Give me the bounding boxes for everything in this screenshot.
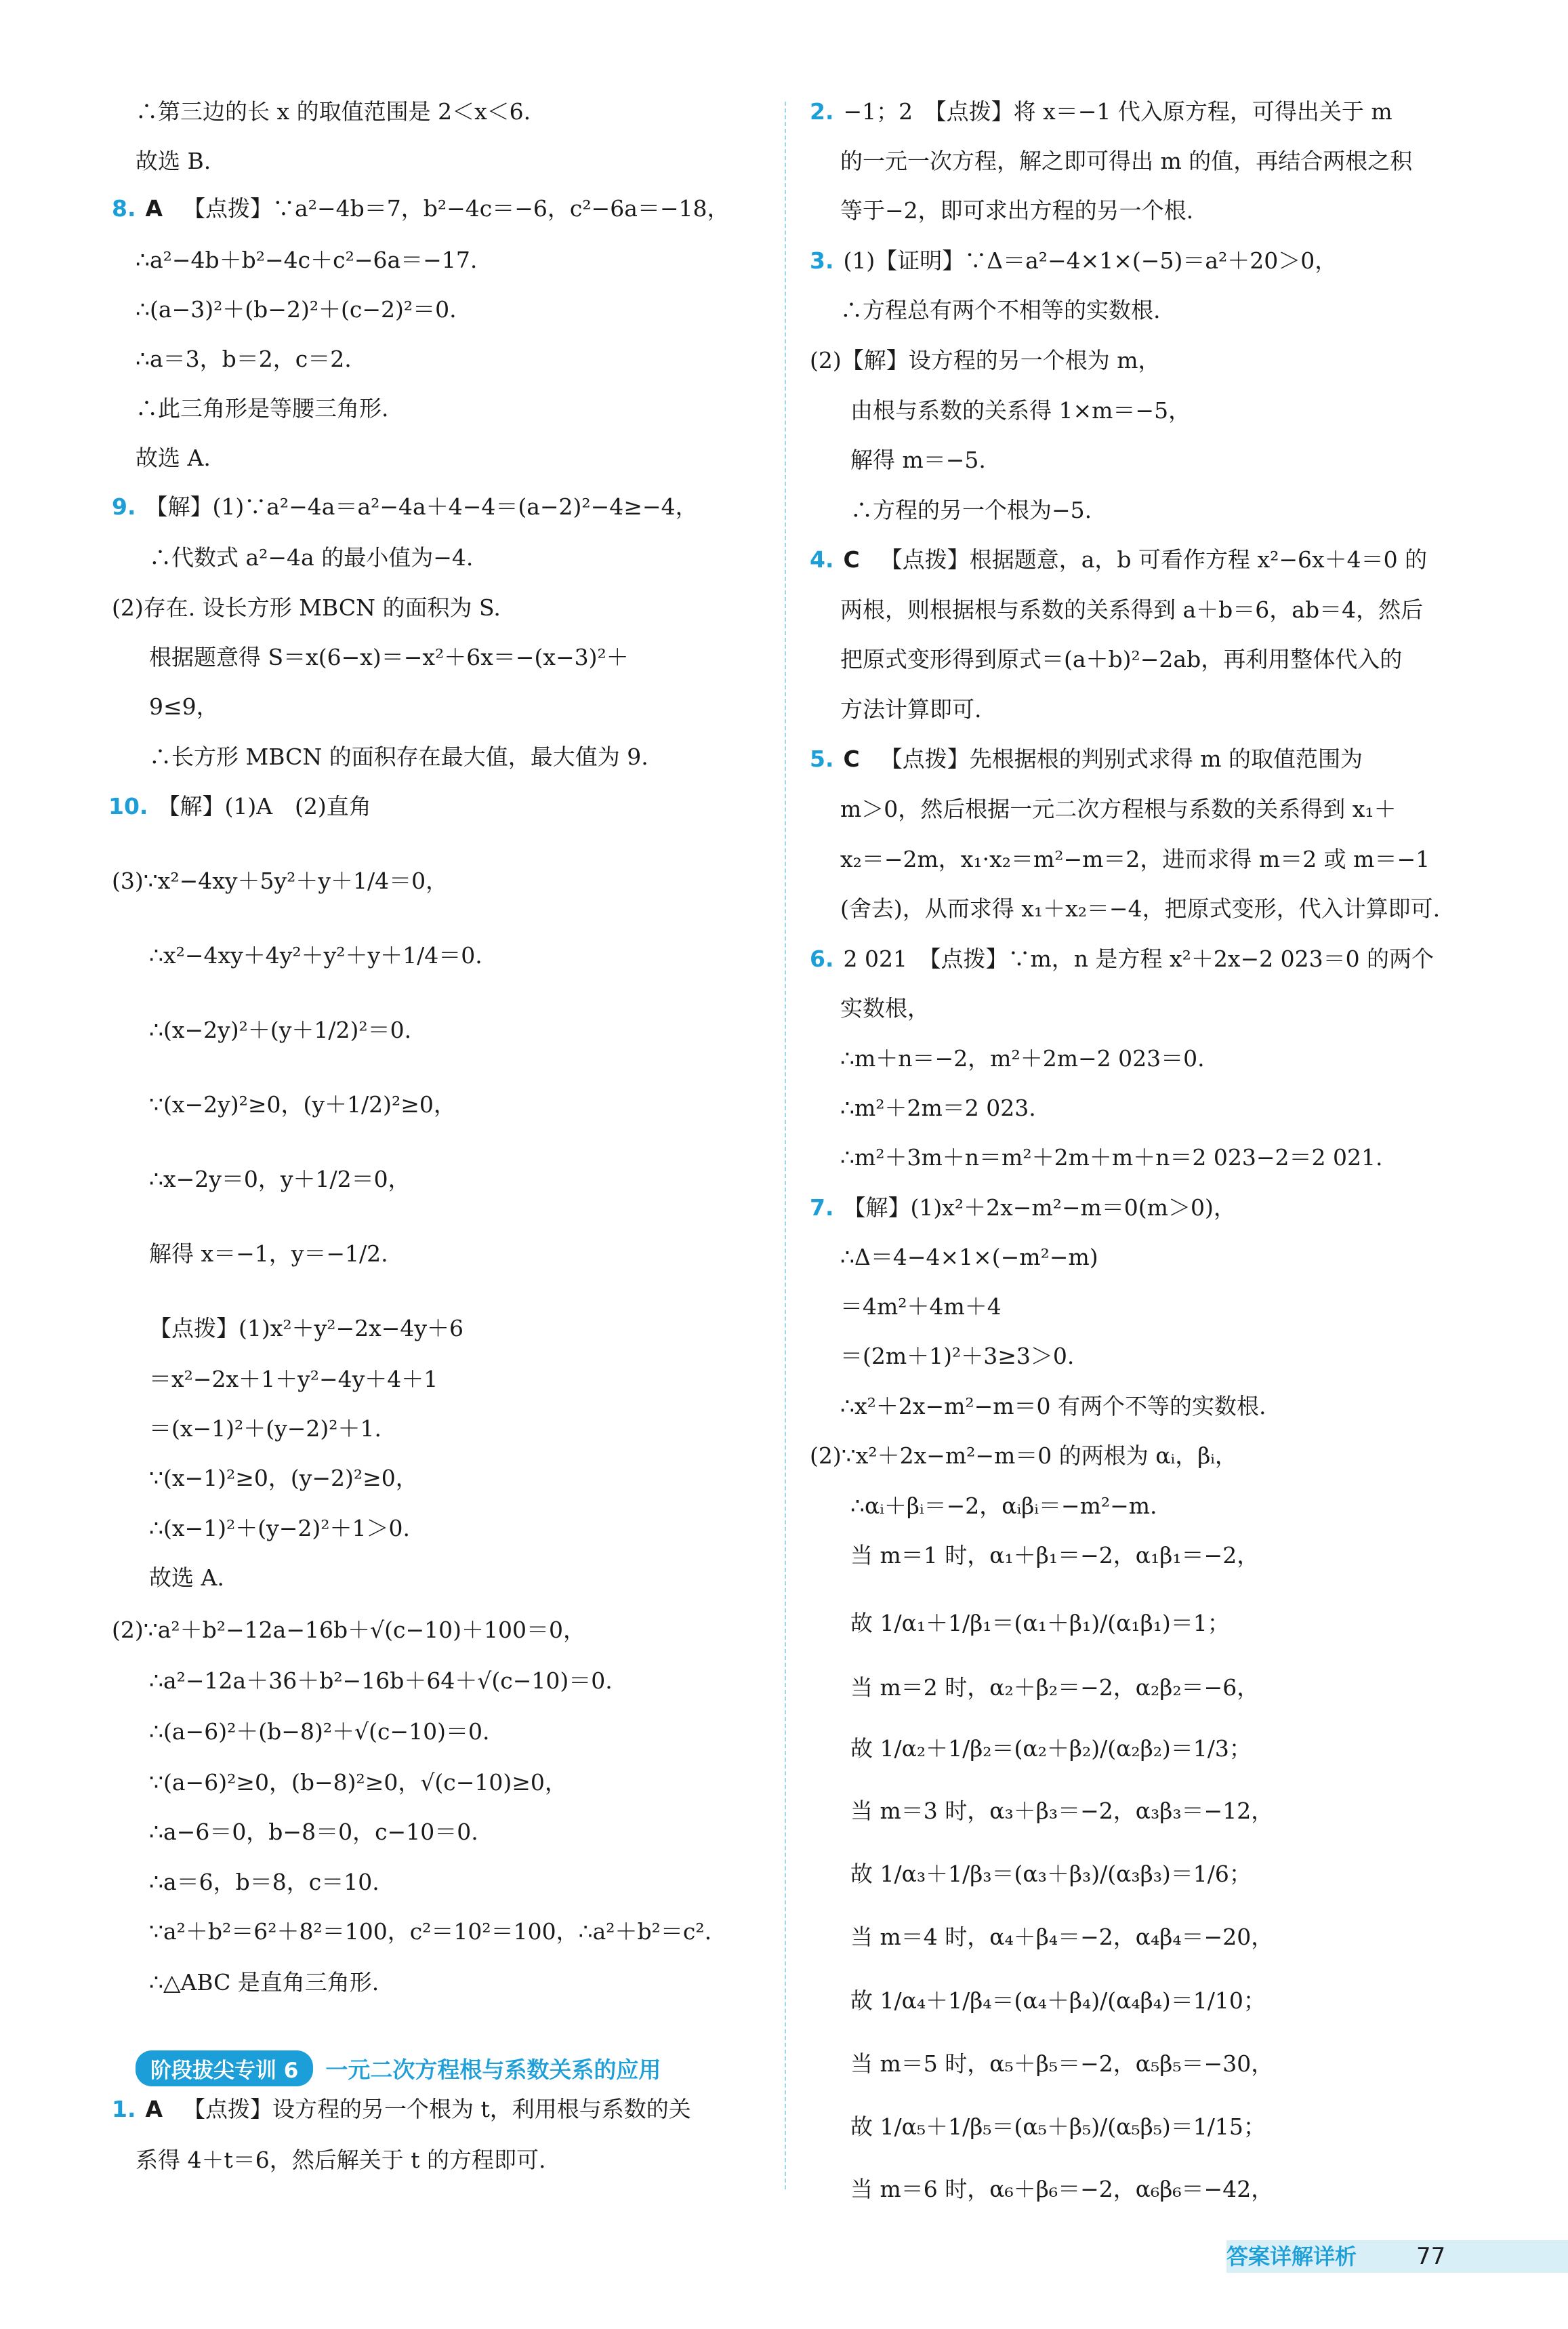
- answer-line: [112, 1615, 585, 1645]
- line-text: ＝(x−1)²＋(y−2)²＋1.: [149, 1415, 381, 1442]
- answer-line: [149, 1239, 388, 1269]
- answer-line: [112, 2094, 691, 2124]
- line-text: 故 1/α₂＋1/β₂＝(α₂＋β₂)/(α₂β₂)＝1/3；: [850, 1735, 1252, 1762]
- line-text: 当 m＝6 时，α₆＋β₆＝−2，α₆β₆＝−42，: [850, 2176, 1274, 2202]
- answer-line: [112, 492, 698, 522]
- line-text: 故选 A.: [136, 445, 211, 471]
- line-text: 解得 m＝−5.: [850, 447, 986, 473]
- line-text: ∴a＝3，b＝2，c＝2.: [136, 346, 352, 372]
- answer-line: [149, 1768, 567, 1798]
- answer-line: [112, 866, 448, 896]
- answer-line: [149, 1090, 456, 1120]
- answer-line: [136, 2145, 545, 2175]
- answer-line: [136, 146, 211, 176]
- question-number: 3.: [810, 247, 834, 274]
- line-text: (2)∵a²＋b²−12a−16b＋√(c−10)＋100＝0，: [112, 1617, 585, 1643]
- line-text: ∴(x−1)²＋(y−2)²＋1＞0.: [149, 1515, 410, 1541]
- line-text: ∴αᵢ＋βᵢ＝−2，αᵢβᵢ＝−m²−m.: [850, 1493, 1157, 1519]
- answer-line: [149, 1314, 463, 1343]
- answer-line: [136, 97, 531, 127]
- line-text: 当 m＝3 时，α₃＋β₃＝−2，α₃β₃＝−12，: [850, 1798, 1274, 1824]
- line-text: 当 m＝5 时，α₅＋β₅＝−2，α₅β₅＝−30，: [850, 2050, 1274, 2077]
- line-text: 当 m＝4 时，α₄＋β₄＝−2，α₄β₄＝−20，: [850, 1924, 1274, 1950]
- line-text: 系得 4＋t＝6，然后解关于 t 的方程即可.: [136, 2147, 546, 2173]
- answer-line: [840, 994, 930, 1024]
- answer-choice: A: [145, 2096, 163, 2122]
- section-label: 阶段拔尖专训 6: [136, 2050, 313, 2086]
- answer-line: [840, 595, 1423, 625]
- line-text: ∵(a−6)²≥0，(b−8)²≥0，√(c−10)≥0，: [149, 1769, 567, 1796]
- answer-line: [850, 1734, 1252, 1764]
- line-text: (2)【解】设方程的另一个根为 m，: [810, 347, 1161, 373]
- line-text: 故选 B.: [136, 148, 211, 174]
- line-text: x₂＝−2m，x₁·x₂＝m²−m＝2，进而求得 m＝2 或 m＝−1: [840, 846, 1430, 872]
- answer-line: [840, 1392, 1266, 1421]
- line-text: ∴方程总有两个不相等的实数根.: [840, 297, 1161, 323]
- question-number: 9.: [112, 493, 136, 520]
- answer-line: [840, 1292, 1002, 1322]
- line-text: m＞0，然后根据一元二次方程根与系数的关系得到 x₁＋: [840, 796, 1397, 822]
- line-text: ∴m²＋2m＝2 023.: [840, 1095, 1036, 1121]
- line-text: ∴a＝6，b＝8，c＝10.: [149, 1869, 379, 1895]
- question-number: 7.: [810, 1194, 834, 1221]
- line-text: ∴(a−6)²＋(b−8)²＋√(c−10)＝0.: [149, 1718, 490, 1745]
- answer-line: [136, 394, 389, 424]
- line-text: ∴x²−4xy＋4y²＋y²＋y＋1/4＝0.: [149, 942, 482, 969]
- line-text: (1)【证明】∵Δ＝a²−4×1×(−5)＝a²＋20＞0，: [843, 247, 1338, 274]
- line-text: 【点拨】根据题意，a，b 可看作方程 x²−6x＋4＝0 的: [880, 546, 1428, 573]
- answer-line: [850, 1922, 1273, 1952]
- line-text: ∴此三角形是等腰三角形.: [136, 395, 389, 422]
- answer-choice: A: [145, 195, 163, 222]
- answer-line: [108, 792, 371, 822]
- answer-line: [840, 1044, 1205, 1074]
- question-number: 6.: [810, 946, 834, 972]
- line-text: 【解】(1)A (2)直角: [157, 793, 371, 819]
- line-text: 的一元一次方程，解之即可得出 m 的值，再结合两根之积: [840, 148, 1413, 174]
- answer-line: [149, 742, 648, 772]
- answer-line: [810, 346, 1161, 376]
- answer-line: [149, 1817, 478, 1847]
- line-text: 解得 x＝−1，y＝−1/2.: [149, 1240, 388, 1267]
- answer-line: [850, 396, 1191, 426]
- answer-line: [810, 97, 1392, 127]
- column-divider: [785, 102, 786, 2189]
- answer-line: [850, 2174, 1273, 2204]
- answer-line: [136, 295, 457, 325]
- answer-line: [810, 545, 1427, 575]
- line-text: 等于−2，即可求出方程的另一个根.: [840, 197, 1194, 224]
- question-number: 10.: [108, 793, 148, 819]
- line-text: ∴Δ＝4−4×1×(−m²−m): [840, 1244, 1098, 1270]
- line-text: ＝(2m＋1)²＋3≥3＞0.: [840, 1343, 1075, 1369]
- answer-line: [850, 1608, 1230, 1638]
- question-number: 2.: [810, 98, 834, 125]
- line-text: 【点拨】(1)x²＋y²−2x−4y＋6: [149, 1315, 463, 1341]
- answer-line: [149, 1917, 711, 1947]
- answer-choice: C: [843, 546, 860, 573]
- line-text: ∴a²−12a＋36＋b²−16b＋64＋√(c−10)＝0.: [149, 1667, 613, 1694]
- answer-line: [840, 794, 1397, 824]
- line-text: ∴a−6＝0，b−8＝0，c−10＝0.: [149, 1819, 478, 1845]
- line-text: ∴x²＋2x−m²−m＝0 有两个不等的实数根.: [840, 1393, 1266, 1419]
- answer-line: [810, 1193, 1236, 1223]
- line-text: ∴长方形 MBCN 的面积存在最大值，最大值为 9.: [149, 744, 648, 770]
- answer-line: [840, 645, 1402, 674]
- line-text: 故 1/α₃＋1/β₃＝(α₃＋β₃)/(α₃β₃)＝1/6；: [850, 1861, 1252, 1887]
- question-number: 8.: [112, 195, 136, 222]
- answer-line: [850, 1673, 1259, 1703]
- line-text: ∴△ABC 是直角三角形.: [149, 1969, 379, 1996]
- question-number: 4.: [810, 546, 834, 573]
- answer-line: [149, 1563, 224, 1593]
- answer-line: [850, 2049, 1273, 2079]
- answer-line: [840, 695, 982, 725]
- line-text: 把原式变形得到原式＝(a＋b)²−2ab，再利用整体代入的: [840, 646, 1403, 672]
- line-text: 故选 A.: [149, 1564, 224, 1591]
- line-text: ∵(x−1)²≥0，(y−2)²≥0，: [149, 1465, 418, 1491]
- answer-line: [149, 1463, 418, 1493]
- line-text: ∴第三边的长 x 的取值范围是 2＜x＜6.: [136, 98, 531, 125]
- line-text: 当 m＝1 时，α₁＋β₁＝−2，α₁β₁＝−2，: [850, 1542, 1260, 1568]
- answer-line: [840, 296, 1161, 325]
- answer-line: [840, 894, 1440, 924]
- answer-line: [149, 643, 629, 672]
- line-text: (2)存在. 设长方形 MBCN 的面积为 S.: [112, 594, 501, 621]
- answer-line: [810, 246, 1337, 276]
- answer-line: [840, 1143, 1383, 1173]
- answer-line: [840, 196, 1193, 226]
- line-text: ∴(x−2y)²＋(y＋1/2)²＝0.: [149, 1017, 412, 1043]
- line-text: 实数根，: [840, 995, 930, 1021]
- answer-line: [850, 1986, 1266, 2016]
- line-text: ∴m＋n＝−2，m²＋2m−2 023＝0.: [840, 1045, 1205, 1072]
- line-text: (舍去)，从而求得 x₁＋x₂＝−4，把原式变形，代入计算即可.: [840, 895, 1441, 922]
- line-text: (2)∵x²＋2x−m²−m＝0 的两根为 αᵢ，βᵢ，: [810, 1442, 1237, 1469]
- line-text: 【解】(1)∵a²−4a＝a²−4a＋4−4＝(a−2)²−4≥−4，: [145, 493, 698, 520]
- line-text: 9≤9，: [149, 693, 219, 720]
- line-text: ＝x²−2x＋1＋y²−4y＋4＋1: [149, 1366, 438, 1392]
- answer-line: [850, 495, 1092, 525]
- question-number: 1.: [112, 2096, 136, 2122]
- line-text: ∵(x−2y)²≥0，(y＋1/2)²≥0，: [149, 1091, 456, 1118]
- line-text: 2 021 【点拨】∵m，n 是方程 x²＋2x−2 023＝0 的两个: [843, 946, 1435, 972]
- line-text: ＝4m²＋4m＋4: [840, 1293, 1002, 1320]
- answer-line: [850, 2112, 1266, 2142]
- answer-line: [149, 1666, 613, 1696]
- answer-line: [149, 1717, 489, 1747]
- line-text: ∴x−2y＝0，y＋1/2＝0，: [149, 1166, 411, 1192]
- answer-line: [810, 1441, 1237, 1471]
- question-number: 5.: [810, 746, 834, 772]
- line-text: ∴(a−3)²＋(b−2)²＋(c−2)²＝0.: [136, 296, 457, 323]
- footer-title: 答案详解详析: [1226, 2244, 1357, 2269]
- answer-line: [840, 146, 1412, 176]
- line-text: 【点拨】设方程的另一个根为 t，利用根与系数的关: [183, 2096, 691, 2122]
- line-text: ∴方程的另一个根为−5.: [850, 497, 1092, 523]
- answer-line: [850, 1859, 1252, 1889]
- section-title: 一元二次方程根与系数关系的应用: [325, 2056, 661, 2083]
- line-text: ∴代数式 a²−4a 的最小值为−4.: [149, 544, 474, 571]
- answer-line: [149, 1867, 379, 1897]
- answer-line: [850, 1541, 1259, 1571]
- answer-line: [850, 1796, 1273, 1826]
- answer-line: [149, 692, 219, 722]
- line-text: ∵a²＋b²＝6²＋8²＝100，c²＝10²＝100，∴a²＋b²＝c².: [149, 1918, 712, 1945]
- answer-line: [810, 944, 1434, 974]
- answer-line: [810, 744, 1363, 774]
- answer-line: [149, 1164, 411, 1194]
- line-text: 当 m＝2 时，α₂＋β₂＝−2，α₂β₂＝−6，: [850, 1674, 1260, 1701]
- line-text: 【点拨】先根据根的判别式求得 m 的取值范围为: [880, 746, 1363, 772]
- answer-line: [840, 1093, 1036, 1123]
- line-text: (3)∵x²−4xy＋5y²＋y＋1/4＝0，: [112, 868, 449, 894]
- answer-line: [112, 593, 501, 623]
- line-text: −1；2 【点拨】将 x＝−1 代入原方程，可得出关于 m: [843, 98, 1392, 125]
- answer-line: [840, 845, 1430, 874]
- answer-line: [136, 245, 477, 275]
- section-banner: [136, 2050, 661, 2086]
- page-number: 77: [1416, 2243, 1446, 2270]
- line-text: 故 1/α₁＋1/β₁＝(α₁＋β₁)/(α₁β₁)＝1；: [850, 1610, 1230, 1636]
- line-text: 【点拨】∵a²−4b＝7，b²−4c＝−6，c²−6a＝−18，: [183, 195, 730, 222]
- line-text: ∴a²−4b＋b²−4c＋c²−6a＝−17.: [136, 247, 478, 273]
- line-text: 故 1/α₄＋1/β₄＝(α₄＋β₄)/(α₄β₄)＝1/10；: [850, 1987, 1266, 2014]
- line-text: 【解】(1)x²＋2x−m²−m＝0(m＞0)，: [843, 1194, 1236, 1221]
- answer-line: [149, 1968, 379, 1998]
- answer-line: [112, 194, 730, 224]
- answer-line: [136, 443, 211, 473]
- line-text: 方法计算即可.: [840, 696, 982, 723]
- answer-line: [840, 1341, 1074, 1371]
- answer-choice: C: [843, 746, 860, 772]
- answer-line: [149, 1514, 410, 1543]
- line-text: 根据题意得 S＝x(6−x)＝−x²＋6x＝−(x−3)²＋: [149, 644, 629, 670]
- answer-line: [850, 445, 986, 475]
- answer-line: [840, 1242, 1098, 1272]
- answer-line: [850, 1491, 1157, 1521]
- answer-line: [149, 1364, 438, 1394]
- answer-line: [149, 1414, 381, 1444]
- line-text: 两根，则根据根与系数的关系得到 a＋b＝6，ab＝4，然后: [840, 596, 1424, 623]
- answer-line: [149, 941, 482, 971]
- line-text: ∴m²＋3m＋n＝m²＋2m＋m＋n＝2 023−2＝2 021.: [840, 1144, 1383, 1171]
- answer-line: [136, 344, 352, 374]
- line-text: 由根与系数的关系得 1×m＝−5，: [850, 397, 1191, 424]
- answer-line: [149, 1015, 411, 1045]
- answer-line: [149, 543, 473, 573]
- line-text: 故 1/α₅＋1/β₅＝(α₅＋β₅)/(α₅β₅)＝1/15；: [850, 2113, 1266, 2140]
